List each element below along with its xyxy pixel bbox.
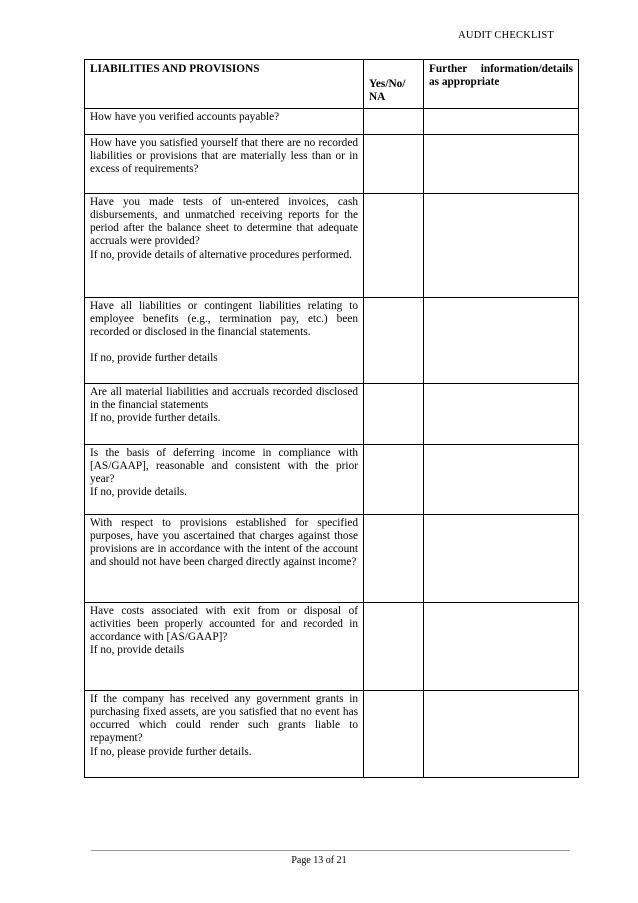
further-details-cell[interactable] bbox=[424, 297, 579, 383]
table-row bbox=[85, 383, 579, 444]
further-details-cell[interactable] bbox=[424, 383, 579, 444]
section-heading bbox=[85, 60, 364, 109]
question-cell bbox=[85, 193, 364, 297]
further-information-heading bbox=[424, 60, 579, 109]
table-row bbox=[85, 193, 579, 297]
question-text: If no, provide details bbox=[90, 644, 185, 657]
question-text: With respect to provisions established for specified purposes, have you ascertained that charges against those provisions are in accordance with the intent of the account and should not have been charged directly against income? bbox=[90, 516, 358, 569]
question-text: How have you satisfied yourself that there are no recorded liabilities or provisions that are materially less than or in excess of requirements? bbox=[90, 136, 358, 176]
question-cell bbox=[85, 602, 364, 690]
question-text: If no, provide further details bbox=[90, 352, 218, 365]
question-text: If no, please provide further details. bbox=[90, 745, 252, 758]
question-text: Have costs associated with exit from or disposal of activities been properly accounted for and recorded in accordance with [AS/GAAP]? bbox=[90, 604, 358, 644]
further-details-cell[interactable] bbox=[424, 514, 579, 602]
further-details-cell[interactable] bbox=[424, 690, 579, 777]
table-row bbox=[85, 134, 579, 193]
table-row bbox=[85, 444, 579, 514]
question-cell bbox=[85, 134, 364, 193]
further-details-cell[interactable] bbox=[424, 444, 579, 514]
table-row bbox=[85, 602, 579, 690]
yes-no-na-answer-cell[interactable] bbox=[364, 108, 424, 134]
table-header-row bbox=[85, 60, 579, 109]
question-text: Have you made tests of un-entered invoices, cash disbursements, and unmatched receiving reports for the period after the balance sheet to determine that adequate accruals were provided? bbox=[90, 195, 358, 248]
table-row bbox=[85, 514, 579, 602]
yes-no-na-answer-cell[interactable] bbox=[364, 134, 424, 193]
question-text: If the company has received any government grants in purchasing fixed assets, are you satisfied that no event has occurred which could render such grants liable to repayment? bbox=[90, 692, 358, 745]
question-spacer bbox=[90, 339, 358, 352]
yes-no-heading-line1: Yes/No/ bbox=[369, 78, 406, 90]
question-cell bbox=[85, 444, 364, 514]
further-details-cell[interactable] bbox=[424, 602, 579, 690]
yes-no-na-answer-cell[interactable] bbox=[364, 193, 424, 297]
further-information-heading-label: Further information/details as appropriate bbox=[429, 63, 573, 89]
further-details-cell[interactable] bbox=[424, 193, 579, 297]
audit-checklist-table bbox=[84, 59, 579, 778]
question-text: How have you verified accounts payable? bbox=[90, 110, 280, 123]
question-text: If no, provide details. bbox=[90, 486, 187, 499]
yes-no-heading-line2: NA bbox=[369, 91, 386, 104]
question-text: Is the basis of deferring income in compliance with [AS/GAAP], reasonable and consistent with the prior year? bbox=[90, 446, 358, 486]
table-row bbox=[85, 690, 579, 777]
table-row bbox=[85, 108, 579, 134]
yes-no-na-answer-cell[interactable] bbox=[364, 602, 424, 690]
further-details-cell[interactable] bbox=[424, 134, 579, 193]
question-cell bbox=[85, 514, 364, 602]
question-cell bbox=[85, 297, 364, 383]
question-text: Are all material liabilities and accruals recorded disclosed in the financial statements bbox=[90, 385, 358, 411]
question-text: If no, provide further details. bbox=[90, 412, 221, 425]
yes-no-na-answer-cell[interactable] bbox=[364, 383, 424, 444]
footer-rule bbox=[91, 850, 570, 851]
question-text: If no, provide details of alternative procedures performed. bbox=[90, 248, 352, 261]
document-header-title: AUDIT CHECKLIST bbox=[458, 30, 554, 41]
yes-no-na-answer-cell[interactable] bbox=[364, 444, 424, 514]
table-row bbox=[85, 297, 579, 383]
yes-no-na-answer-cell[interactable] bbox=[364, 297, 424, 383]
question-cell bbox=[85, 383, 364, 444]
yes-no-na-heading bbox=[364, 60, 424, 109]
question-text: Have all liabilities or contingent liabilities relating to employee benefits (e.g., termination pay, etc.) been recorded or disclosed in the financial statements. bbox=[90, 299, 358, 339]
page-number: Page 13 of 21 bbox=[291, 855, 347, 866]
question-cell bbox=[85, 108, 364, 134]
checklist-body bbox=[85, 108, 579, 777]
yes-no-na-answer-cell[interactable] bbox=[364, 690, 424, 777]
yes-no-na-answer-cell[interactable] bbox=[364, 514, 424, 602]
further-details-cell[interactable] bbox=[424, 108, 579, 134]
question-cell bbox=[85, 690, 364, 777]
section-heading-label: LIABILITIES AND PROVISIONS bbox=[90, 63, 260, 75]
